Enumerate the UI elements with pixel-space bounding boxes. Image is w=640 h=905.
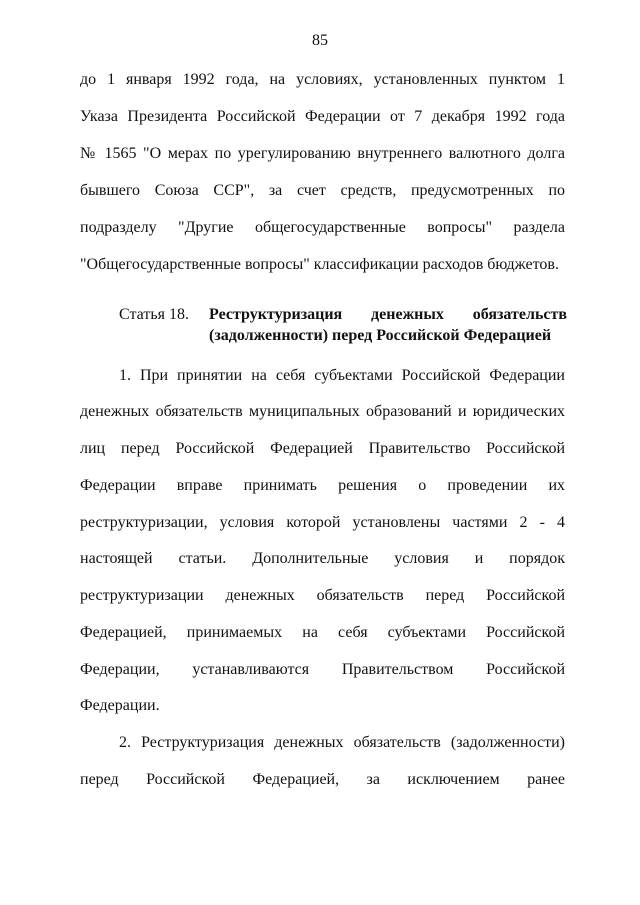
paragraph-1-line: реструктуризации денежных обязательств перед Российской bbox=[80, 587, 565, 604]
article-title-line: Реструктуризация денежных обязательств bbox=[209, 306, 567, 323]
body-text-line: "Общегосударственные вопросы" классификации расходов бюджетов. bbox=[80, 256, 559, 273]
paragraph-1-line: Федерации. bbox=[80, 697, 160, 714]
page-number: 85 bbox=[312, 32, 328, 49]
paragraph-1-line: денежных обязательств муниципальных образований и юридических bbox=[80, 403, 565, 420]
paragraph-2-line: 2. Реструктуризация денежных обязательств (задолженности) bbox=[119, 734, 565, 751]
paragraph-1-line: лиц перед Российской Федерацией Правительство Российской bbox=[80, 440, 565, 457]
paragraph-1-line: настоящей статьи. Дополнительные условия и порядок bbox=[80, 550, 565, 567]
body-text-line: Указа Президента Российской Федерации от 7 декабря 1992 года bbox=[80, 108, 565, 125]
paragraph-1-line: 1. При принятии на себя субъектами Российской Федерации bbox=[119, 367, 565, 384]
paragraph-2-line: перед Российской Федерацией, за исключением ранее bbox=[80, 771, 565, 788]
body-text-line: подразделу "Другие общегосударственные вопросы" раздела bbox=[80, 219, 565, 236]
body-text-line: № 1565 "О мерах по урегулированию внутреннего валютного долга bbox=[80, 145, 565, 162]
paragraph-1-line: Федерацией, принимаемых на себя субъектами Российской bbox=[80, 624, 565, 641]
paragraph-1-line: Федерации вправе принимать решения о проведении их bbox=[80, 477, 565, 494]
body-text-line: до 1 января 1992 года, на условиях, установленных пунктом 1 bbox=[80, 71, 565, 88]
body-text-line: бывшего Союза ССР", за счет средств, предусмотренных по bbox=[80, 182, 565, 199]
article-title-line: (задолженности) перед Российской Федерацией bbox=[209, 327, 552, 344]
article-label: Статья 18. bbox=[119, 306, 189, 323]
paragraph-1-line: реструктуризации, условия которой установлены частями 2 - 4 bbox=[80, 514, 565, 531]
paragraph-1-line: Федерации, устанавливаются Правительством Российской bbox=[80, 661, 565, 678]
